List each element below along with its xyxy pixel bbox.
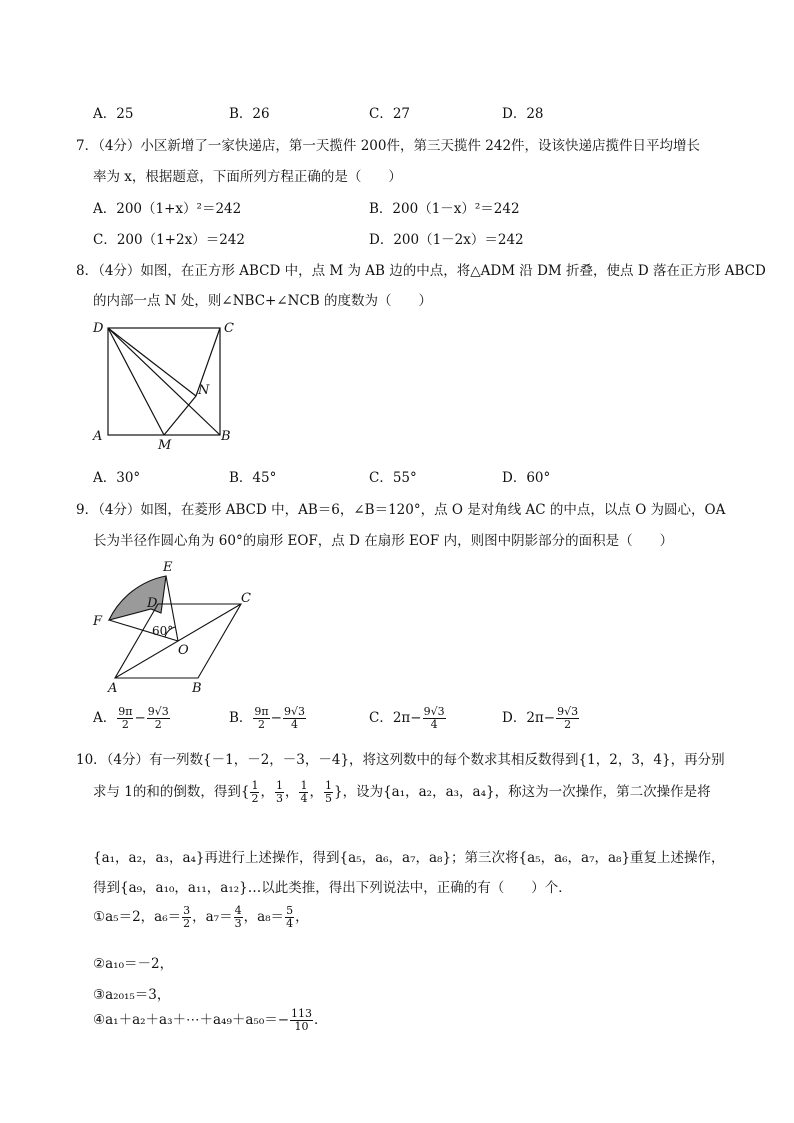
q7-stem-line1: 7．（4分）小区新增了一家快递店，第一天揽件 200件，第三天揽件 242件，设该快递店揽件日平均增长 [76,138,701,154]
label-m: M [158,438,172,453]
q8-option-b: B．45° [229,470,277,486]
q8-stem-line1: 8．（4分）如图，在正方形 ABCD 中，点 M 为 AB 边的中点，将△ADM 沿 DM 折叠，使点 D 落在正方形 ABCD [76,263,766,279]
q10-frac-0: $\frac{1}{2}$ [251,779,259,805]
q7-stem-line2: 率为 x，根据题意，下面所列方程正确的是（ ） [93,169,402,185]
q6-option-a: A．25 [93,106,134,122]
q10-statement-3: ③a₂₀₁₅＝3， [93,987,171,1003]
q7-option-d: D．200（1－2x）＝242 [369,232,524,248]
q8-figure-square [88,318,238,453]
q10-statement-4: ④a₁＋a₂＋a₃＋⋯＋a₄₉＋a₅₀＝− $\frac{113}{10}$ ． [93,1007,328,1033]
q10-statement-1: ①a₅＝2，a₆＝ $\frac{3}{2}$ ，a₇＝ $\frac{4}{3}$ ，a₈＝ $\frac{5}{4}$ ， [93,904,309,930]
label-a: A [108,681,118,696]
q10-stem-line2: 求与 1的和的倒数，得到{ $\frac{1}{2}$ ， $\frac{1}{3}$ ， $\frac{1}{4}$ ， $\frac{1}{5}$ }，设为{a₁，a₂，a₃，a₄}，称这为一次操作，第二次操作是将 [93,779,711,805]
q9-figure-rhombus [88,556,268,696]
q9-option-c: C．2π− $\frac{9√3}{4}$ [369,705,445,731]
segment-dm [108,328,164,435]
label-d: D [147,596,158,611]
q10-stem-line3: {a₁，a₂，a₃，a₄}再进行上述操作，得到{a₅，a₆，a₇，a₈}；第三次将{a₅，a₆，a₇，a₈}重复上述操作， [93,850,725,866]
q8-stem-line2: 的内部一点 N 处，则∠NBC+∠NCB 的度数为（ ） [93,293,432,309]
q6-option-c: C．27 [369,106,411,122]
segment-mn [164,396,196,435]
label-b: B [221,429,231,444]
q7-option-b: B．200（1－x）²＝242 [369,201,520,217]
q6-option-d: D．28 [502,106,544,122]
label-b: B [192,681,202,696]
q7-option-c: C．200（1+2x）＝242 [93,232,245,248]
label-a: A [93,429,103,444]
q9-option-a: A． $\frac{9\pi}{2}$ − $\frac{9√3}{2}$ [93,705,169,731]
label-d: D [93,321,104,336]
q9-stem-line1: 9．（4分）如图，在菱形 ABCD 中，AB＝6，∠B＝120°，点 O 是对角线 AC 的中点，以点 O 为圆心，OA [76,502,726,518]
q8-option-c: C．55° [369,470,417,486]
label-f: F [93,614,103,629]
label-c: C [241,591,251,606]
angle-label: 60° [152,624,174,638]
label-e: E [163,560,173,575]
diagonal-db [108,328,220,435]
q10-stem-line4: 得到{a₉，a₁₀，a₁₁，a₁₂}…以此类推，得出下列说法中，正确的有（ ）个． [93,880,572,896]
q10-frac-2: $\frac{1}{4}$ [300,779,308,805]
q9-stem-line2: 长为半径作圆心角为 60°的扇形 EOF，点 D 在扇形 EOF 内，则图中阴影部分的面积是（ ） [93,533,674,549]
q8-option-a: A．30° [93,470,141,486]
q10-stem-line1: 10．（4分）有一列数{－1，－2，－3，－4}，将这列数中的每个数求其相反数得到{1，2，3，4}，再分别 [76,752,725,768]
q10-statement-2: ②a₁₀＝－2， [93,956,174,972]
q10-frac-1: $\frac{1}{3}$ [275,779,283,805]
shaded-sector [109,576,166,620]
q8-option-d: D．60° [502,470,551,486]
q6-option-b: B．26 [229,106,270,122]
q9-option-d: D．2π− $\frac{9√3}{2}$ [502,705,579,731]
label-c: C [224,321,234,336]
segment-dn [108,328,196,396]
label-n: N [198,383,210,398]
label-o: O [178,643,189,658]
q10-frac-3: $\frac{1}{5}$ [324,779,332,805]
q7-option-a: A．200（1+x）²＝242 [93,201,242,217]
q9-option-b: B． $\frac{9\pi}{2}$ − $\frac{9√3}{4}$ [229,705,305,731]
